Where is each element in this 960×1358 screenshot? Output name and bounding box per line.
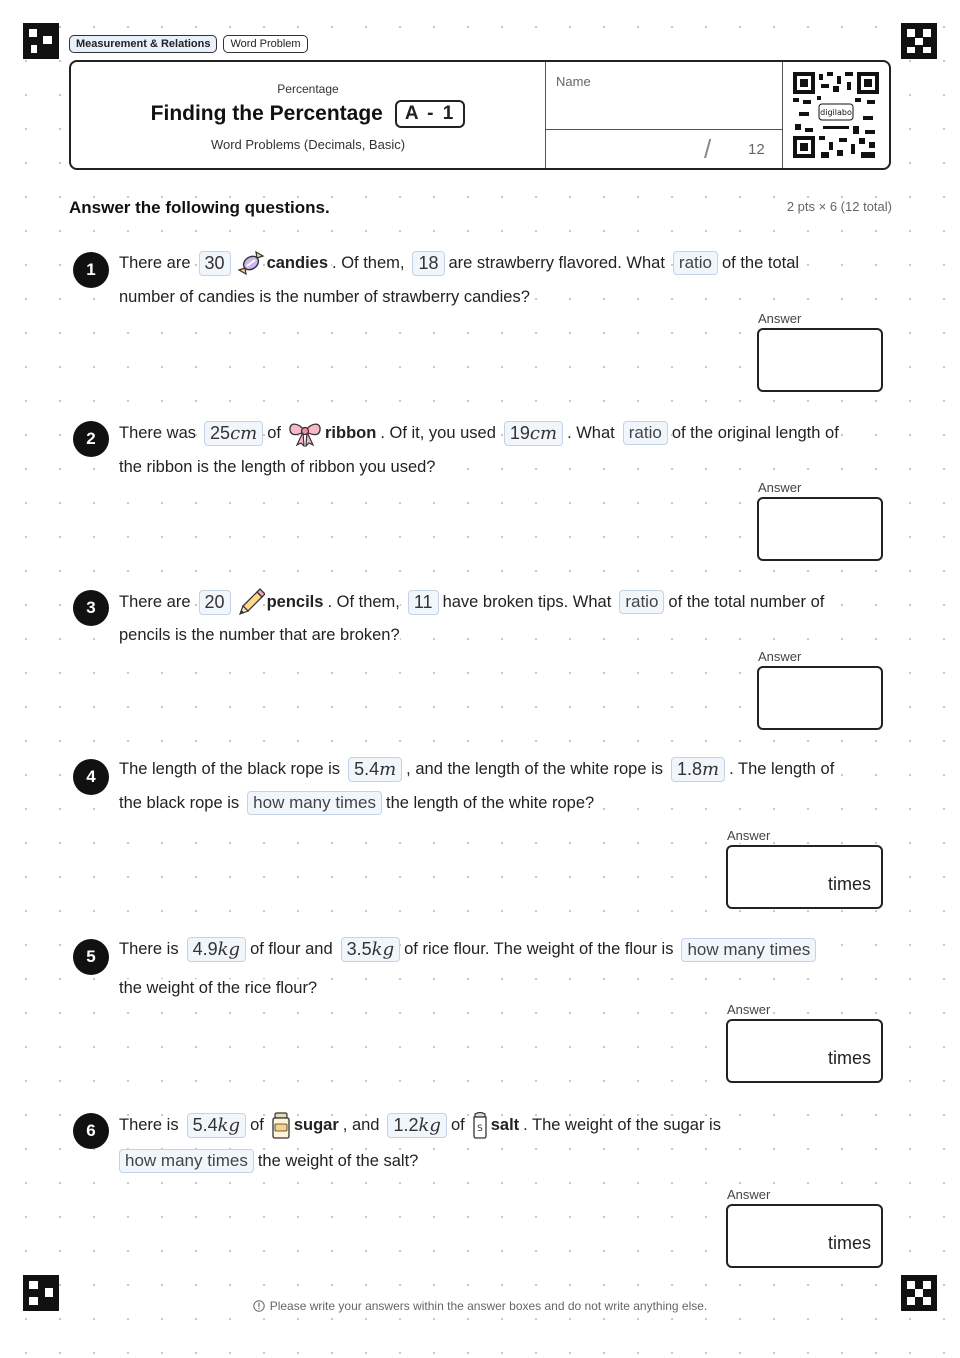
question-number: 3 bbox=[73, 590, 109, 626]
name-score-area bbox=[545, 62, 783, 168]
question-text-line-2: pencils is the number that are broken? bbox=[119, 626, 400, 644]
footer-note bbox=[0, 1299, 960, 1315]
answer-label: Answer bbox=[758, 480, 802, 495]
candy-icon bbox=[237, 250, 265, 276]
answer-box[interactable] bbox=[726, 1204, 883, 1268]
corner-marker-top-right bbox=[901, 23, 937, 59]
question-text-line-1: There are 30 candies . Of them, 18 are strawberry flavored. What ratio of the total bbox=[119, 250, 803, 276]
answer-label: Answer bbox=[727, 828, 771, 843]
item-label: pencils bbox=[266, 592, 324, 611]
item-label: salt bbox=[490, 1115, 520, 1134]
value-box: 5.4kg bbox=[187, 1113, 246, 1138]
worksheet-description: Word Problems (Decimals, Basic) bbox=[210, 137, 406, 152]
score-slash: / bbox=[704, 134, 712, 164]
value-box: 11 bbox=[408, 590, 439, 615]
question-text-line-1: There are 20 pencils . Of them, 11 have broken tips. What ratio of the total number of bbox=[119, 588, 828, 616]
sugar-jar-icon bbox=[270, 1111, 292, 1139]
keyword-box: how many times bbox=[681, 938, 816, 962]
question-text-line-2: the black rope is how many times the length of the white rope? bbox=[119, 791, 598, 815]
pencil-icon bbox=[237, 588, 265, 616]
qr-text: digilabo bbox=[820, 108, 852, 117]
question-text-line-2: how many times the weight of the salt? bbox=[115, 1149, 422, 1173]
value-box: 4.9kg bbox=[187, 937, 246, 962]
answer-label: Answer bbox=[727, 1002, 771, 1017]
value-box: 30 bbox=[199, 251, 231, 276]
item-label: ribbon bbox=[324, 423, 377, 442]
answer-unit: times bbox=[827, 1048, 871, 1068]
instructions: Answer the following questions. bbox=[69, 198, 330, 217]
value-box: 3.5kg bbox=[341, 937, 400, 962]
answer-unit: times bbox=[827, 1233, 871, 1253]
answer-box[interactable] bbox=[726, 845, 883, 909]
question-number: 5 bbox=[73, 939, 109, 975]
tag-row bbox=[69, 35, 308, 53]
item-label: sugar bbox=[293, 1115, 339, 1134]
name-label: Name bbox=[556, 74, 591, 89]
worksheet-header bbox=[69, 60, 891, 170]
keyword-box: how many times bbox=[119, 1149, 254, 1173]
worksheet-title: Finding the Percentage bbox=[150, 102, 383, 125]
keyword-box: ratio bbox=[619, 590, 664, 614]
keyword-box: ratio bbox=[673, 251, 718, 275]
score-total: 12 bbox=[748, 141, 765, 158]
value-box: 5.4m bbox=[348, 757, 402, 782]
question-text-line-2: number of candies is the number of strawberry candies? bbox=[119, 288, 530, 306]
value-box: 1.2kg bbox=[387, 1113, 446, 1138]
question-text-line-1: There is 5.4kg of sugar , and 1.2kg of S salt . The weight of the sugar is bbox=[119, 1111, 725, 1139]
qr-code-icon bbox=[793, 72, 879, 158]
question-text-line-1: The length of the black rope is 5.4m , and the length of the white rope is 1.8m . The length of bbox=[119, 759, 835, 780]
unit-subtitle: Percentage bbox=[277, 82, 339, 96]
answer-unit: times bbox=[827, 874, 871, 894]
type-tag: Word Problem bbox=[223, 35, 307, 53]
value-box: 1.8m bbox=[671, 757, 725, 782]
question-number: 1 bbox=[73, 252, 109, 288]
answer-box[interactable] bbox=[757, 497, 883, 561]
answer-label: Answer bbox=[758, 649, 802, 664]
value-box: 18 bbox=[412, 251, 444, 276]
ribbon-icon bbox=[287, 419, 323, 447]
worksheet-code: A - 1 bbox=[395, 100, 465, 128]
svg-text:S: S bbox=[476, 1124, 483, 1134]
keyword-box: how many times bbox=[247, 791, 382, 815]
answer-label: Answer bbox=[758, 311, 802, 326]
title-block bbox=[71, 62, 545, 168]
question-number: 4 bbox=[73, 759, 109, 795]
name-divider bbox=[546, 129, 782, 130]
value-box: 19cm bbox=[504, 421, 563, 446]
keyword-box: ratio bbox=[623, 421, 668, 445]
corner-marker-top-left bbox=[23, 23, 59, 59]
salt-shaker-icon bbox=[471, 1111, 489, 1139]
value-box: 20 bbox=[199, 590, 231, 615]
item-label: candies bbox=[266, 253, 329, 272]
info-icon bbox=[253, 1300, 265, 1312]
footer-text: Please write your answers within the answer boxes and do not write anything else. bbox=[269, 1299, 708, 1313]
question-number: 2 bbox=[73, 421, 109, 457]
points-info: 2 pts × 6 (12 total) bbox=[786, 199, 892, 214]
question-text-line-1: There is 4.9kg of flour and 3.5kg of rice flour. The weight of the flour is how many times bbox=[119, 937, 820, 962]
question-text-line-2: the weight of the rice flour? bbox=[119, 979, 318, 997]
question-text-line-1: There was 25cm of ribbon . Of it, you used 19cm . What ratio of the original length of bbox=[119, 419, 843, 447]
title-row bbox=[71, 100, 545, 128]
answer-label: Answer bbox=[727, 1187, 771, 1202]
answer-box[interactable] bbox=[757, 328, 883, 392]
answer-box[interactable] bbox=[757, 666, 883, 730]
question-number: 6 bbox=[73, 1113, 109, 1149]
answer-box[interactable] bbox=[726, 1019, 883, 1083]
value-box: 25cm bbox=[204, 421, 263, 446]
category-tag: Measurement & Relations bbox=[69, 35, 217, 53]
question-text-line-2: the ribbon is the length of ribbon you used? bbox=[119, 458, 436, 476]
